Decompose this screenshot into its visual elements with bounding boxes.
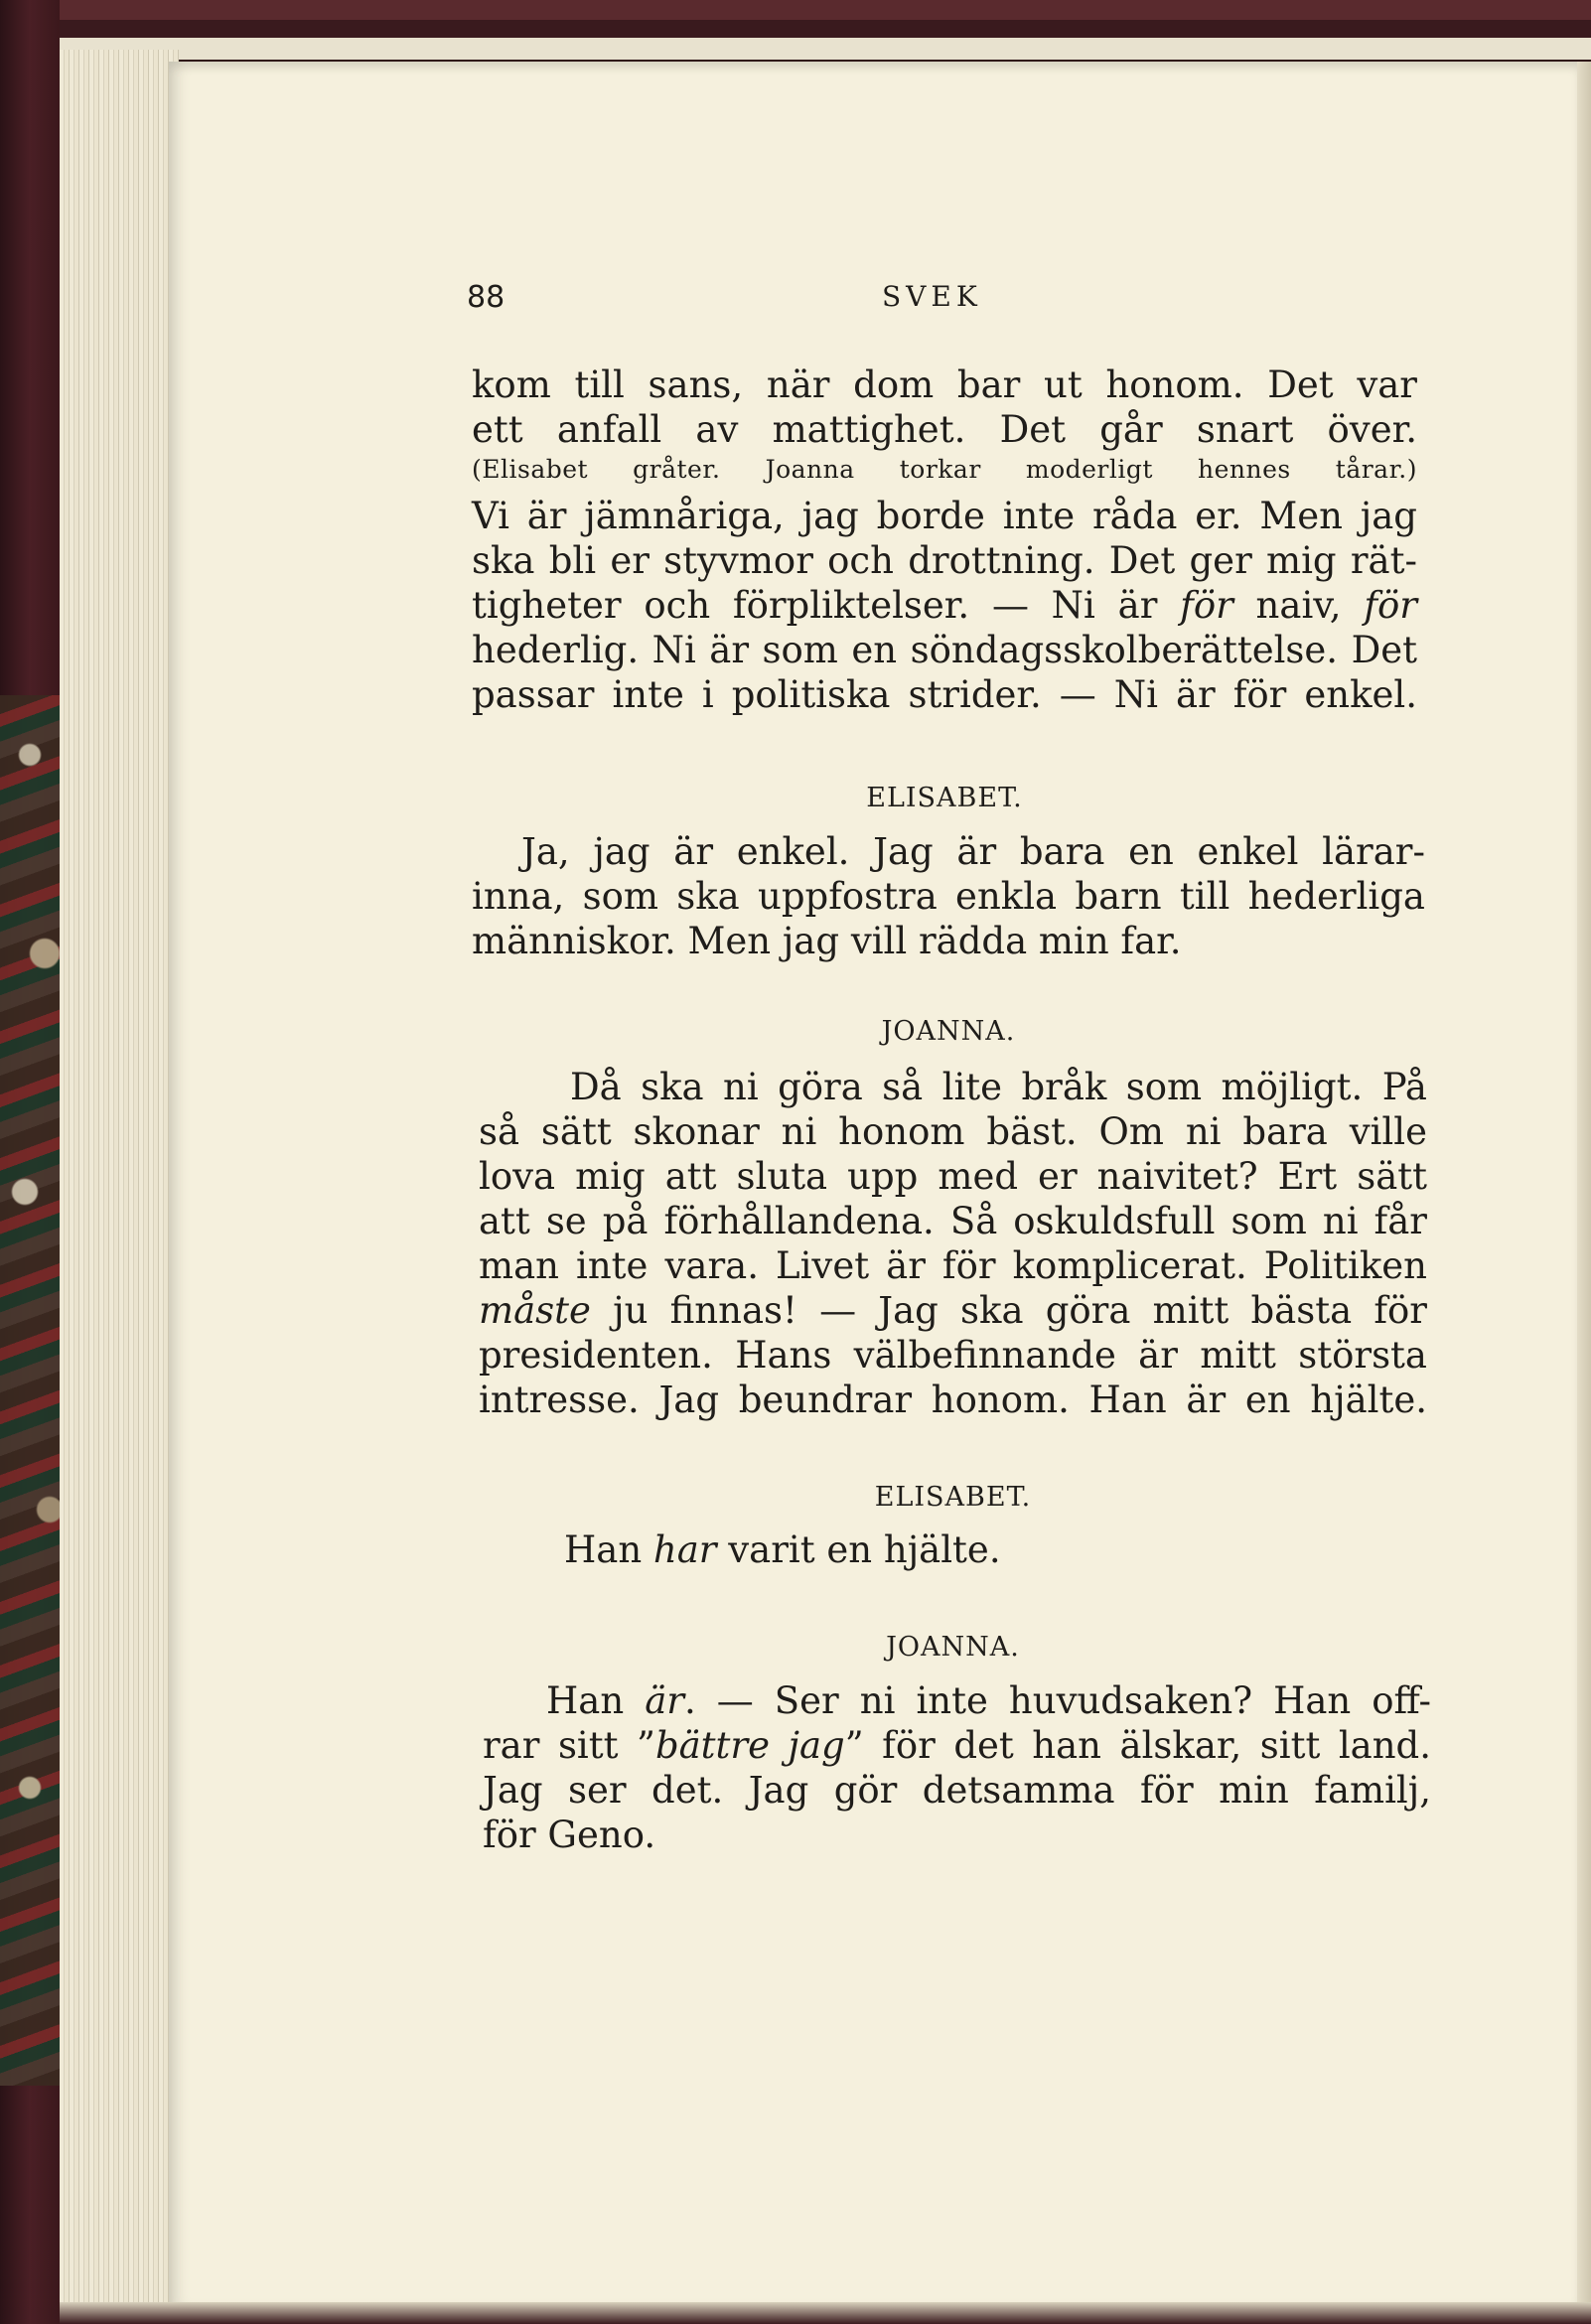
text-line: lova mig att sluta upp med er naivitet? Ert sätt bbox=[479, 1155, 1427, 1198]
text-line: för Geno. bbox=[483, 1814, 656, 1856]
text-line: Ja, jag är enkel. Jag är bara en enkel lärar- bbox=[521, 830, 1425, 873]
text-line: att se på förhållandena. Så oskuldsfull som ni får bbox=[479, 1200, 1427, 1242]
speaker-name: ELISABET. bbox=[866, 783, 1023, 813]
page-right-edge bbox=[1577, 62, 1591, 2311]
text-line: presidenten. Hans välbefinnande är mitt största bbox=[479, 1334, 1427, 1377]
text-line: måste ju finnas! — Jag ska göra mitt bästa för bbox=[479, 1289, 1427, 1332]
book-bottom-edge bbox=[60, 2302, 1591, 2324]
text-line: man inte vara. Livet är för komplicerat. Politiken bbox=[479, 1244, 1427, 1287]
text-line: människor. Men jag vill rädda min far. bbox=[472, 920, 1182, 962]
text-line: kom till sans, när dom bar ut honom. Det var bbox=[472, 363, 1417, 406]
page-stack-edge bbox=[60, 50, 179, 2314]
text-line: så sätt skonar ni honom bäst. Om ni bara ville bbox=[479, 1110, 1427, 1153]
text-line: ett anfall av mattighet. Det går snart över. bbox=[472, 408, 1417, 451]
text-line: Han är. — Ser ni inte huvudsaken? Han off- bbox=[546, 1679, 1432, 1722]
speaker-name: ELISABET. bbox=[874, 1482, 1032, 1513]
text-line: Vi är jämnåriga, jag borde inte råda er. Men jag bbox=[472, 495, 1417, 537]
text-line: hederlig. Ni är som en söndagsskolberättelse. Det bbox=[472, 629, 1417, 671]
text-line: passar inte i politiska strider. — Ni är för enkel. bbox=[472, 673, 1417, 716]
text-line: Då ska ni göra så lite bråk som möjligt. På bbox=[570, 1066, 1427, 1108]
speaker-name: JOANNA. bbox=[886, 1632, 1020, 1663]
stage-direction: (Elisabet gråter. Joanna torkar moderligt hennes tårar.) bbox=[472, 455, 1417, 484]
text-line: Han har varit en hjälte. bbox=[564, 1528, 1001, 1571]
text-line: inna, som ska uppfostra enkla barn till hederliga bbox=[472, 875, 1425, 918]
text-line: Jag ser det. Jag gör detsamma för min familj, bbox=[483, 1769, 1431, 1812]
text-line: intresse. Jag beundrar honom. Han är en hjälte. bbox=[479, 1379, 1427, 1421]
text-line: rar sitt ”bättre jag” för det han älskar, sitt land. bbox=[483, 1724, 1432, 1767]
book-top-edge bbox=[60, 0, 1591, 60]
speaker-name: JOANNA. bbox=[881, 1016, 1016, 1047]
text-line: tigheter och förpliktelser. — Ni är för naiv, för bbox=[472, 584, 1417, 627]
text-line: ska bli er styvmor och drottning. Det ger mig rät- bbox=[472, 539, 1417, 582]
running-title: SVEK bbox=[882, 280, 982, 313]
page-number: 88 bbox=[467, 280, 506, 315]
